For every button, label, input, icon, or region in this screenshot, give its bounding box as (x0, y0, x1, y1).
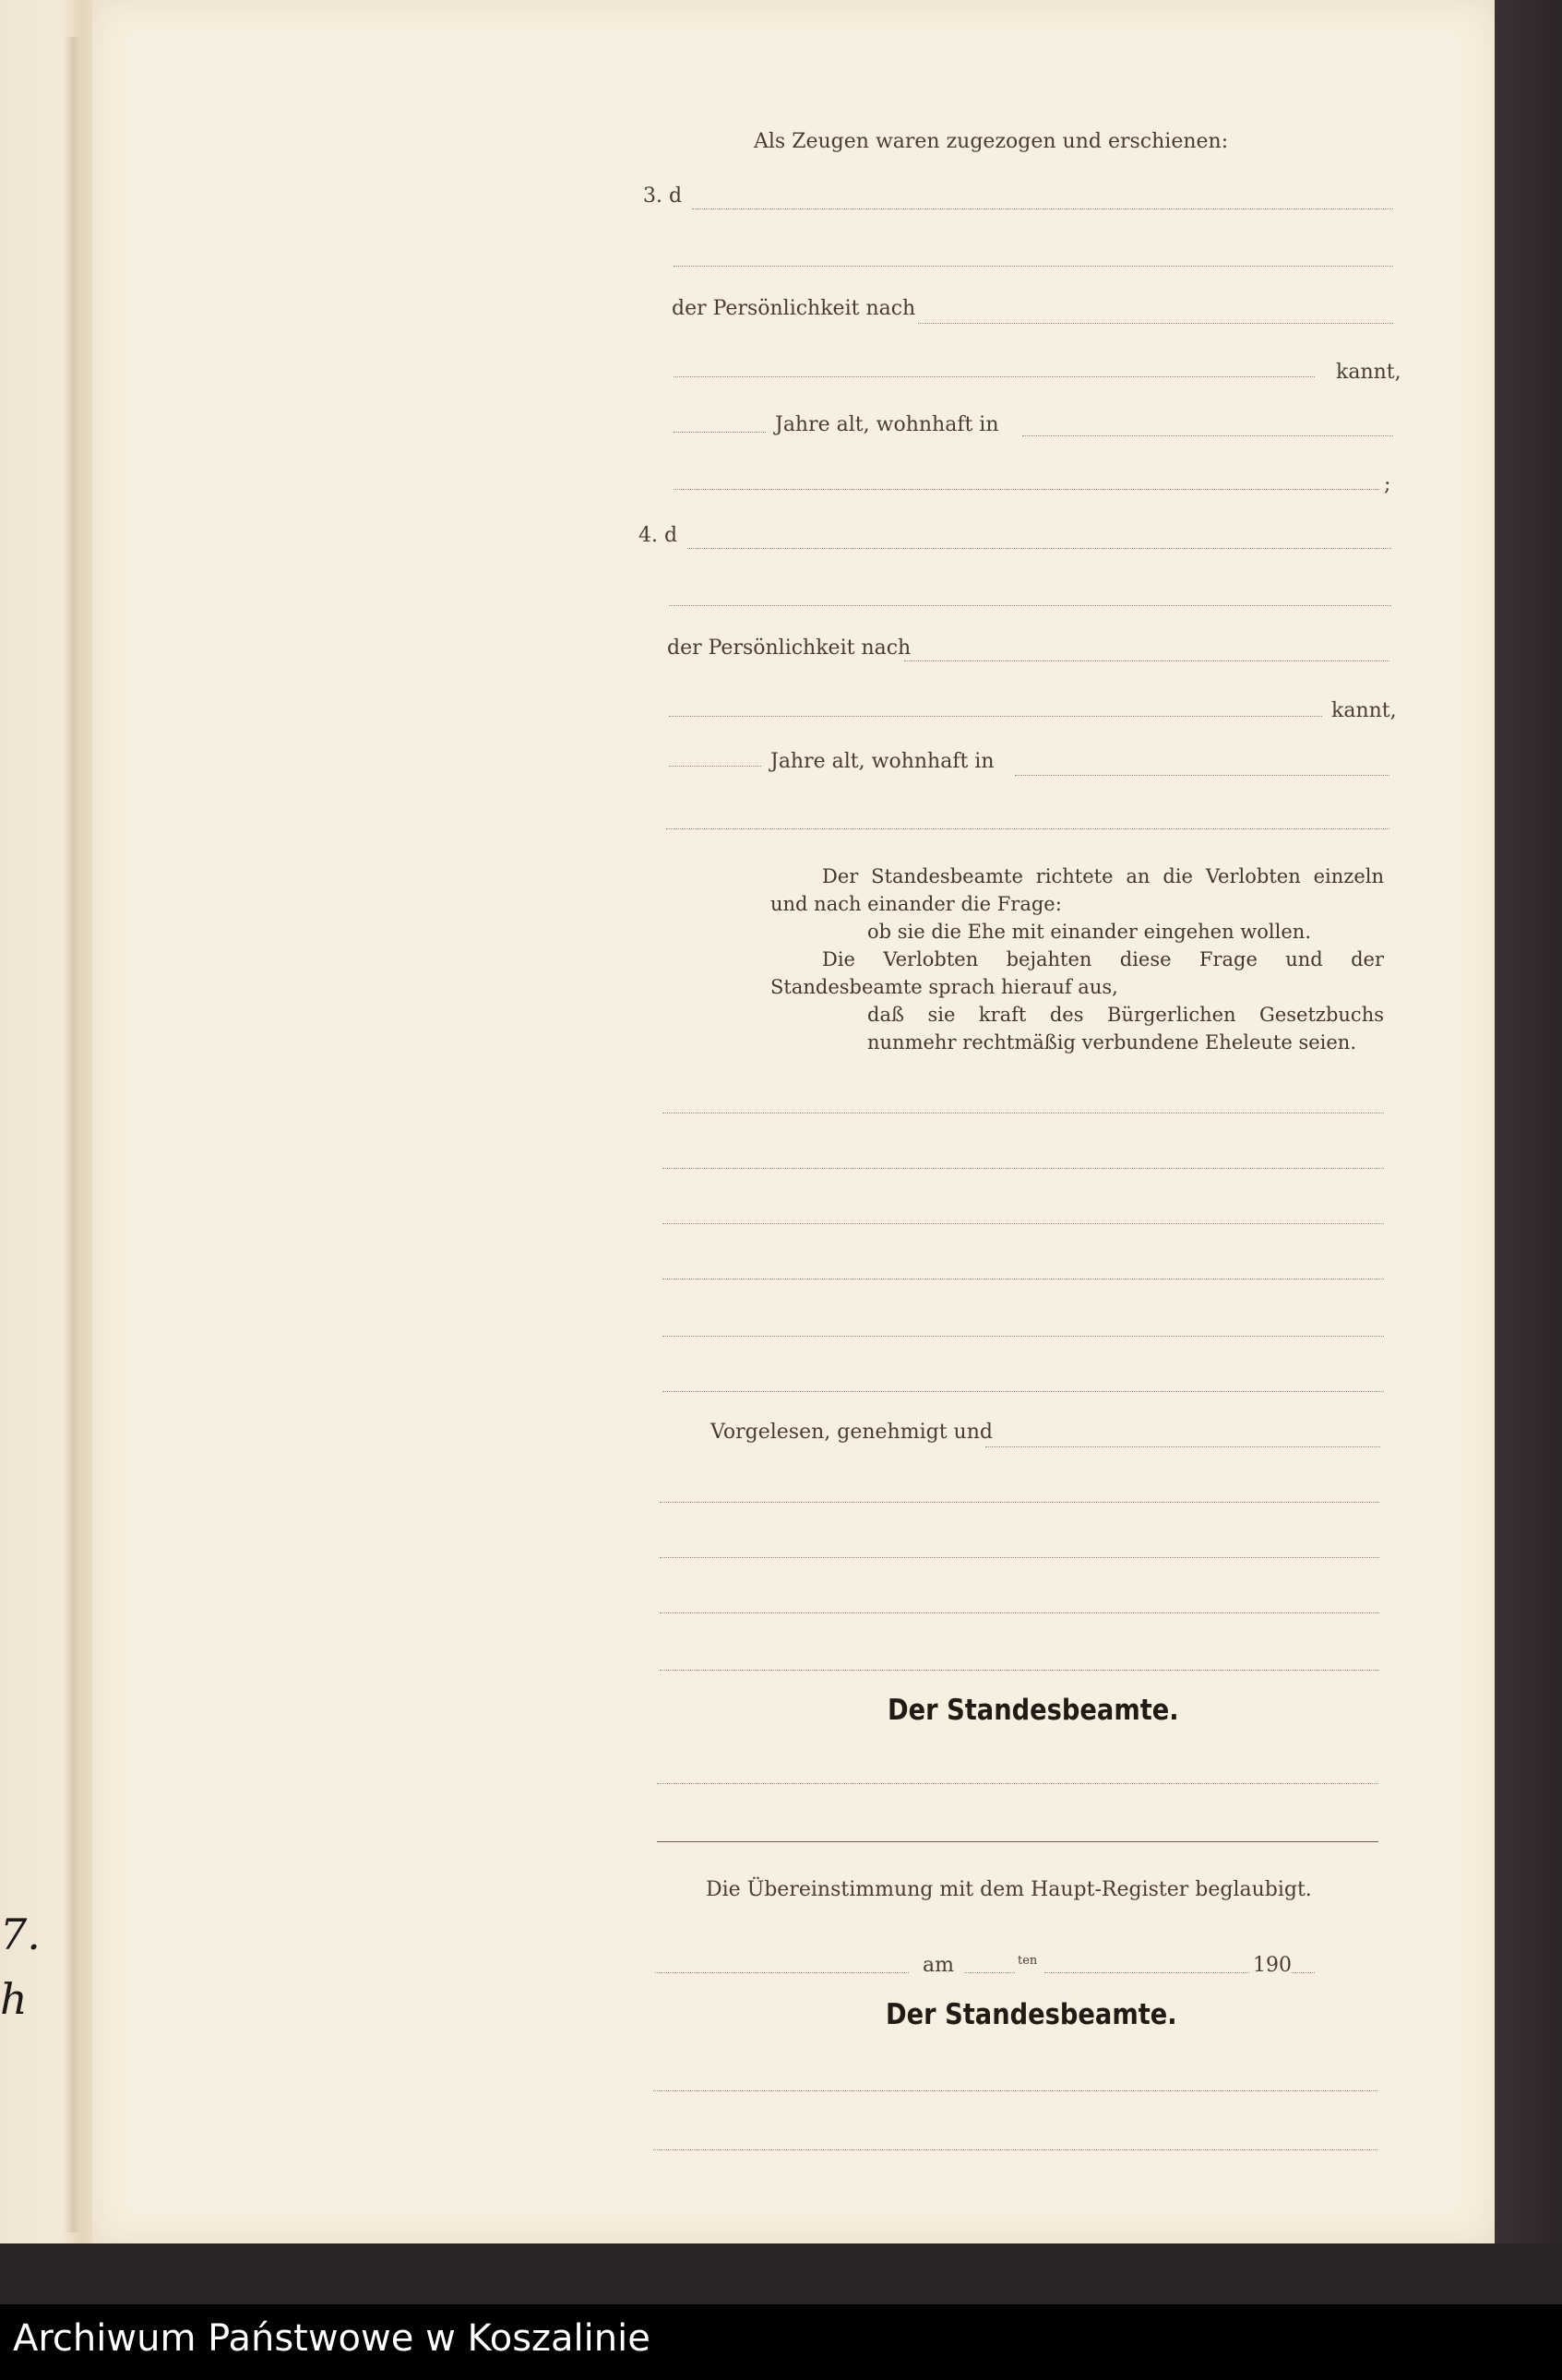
witness3-age-label: Jahre alt, wohnhaft in (775, 413, 999, 436)
witness3-identity-line (918, 323, 1393, 324)
witness3-residence-line-2 (674, 489, 1379, 490)
registrar-sign-line-2 (657, 1841, 1378, 1842)
witness4-age-label: Jahre alt, wohnhaft in (770, 750, 995, 773)
remarks-line-5 (662, 1336, 1384, 1337)
witness4-age-line (669, 766, 761, 767)
witness3-end-mark: ; (1384, 473, 1391, 496)
witness4-name-line-2 (669, 605, 1391, 606)
witness4-identity-label: der Persönlichkeit nach (667, 637, 912, 660)
ceremony-question: Der Standesbeamte richtete an die Verlobten einzeln und nach einander die Frage: (770, 865, 1384, 915)
witness3-identity-label: der Persönlichkeit nach (672, 297, 916, 320)
registrar2-sign-line-1 (653, 2090, 1377, 2091)
book-cover-bottom (0, 2243, 1562, 2265)
margin-handwriting-2: h (0, 1974, 28, 2024)
form-page (92, 0, 1495, 2243)
witness3-residence-line (1022, 435, 1393, 436)
signature-line-3 (660, 1612, 1379, 1613)
date-year-prefix: 190 (1253, 1954, 1292, 1977)
witness3-number: 3. d (643, 184, 683, 208)
witness3-known-line (674, 376, 1315, 377)
remarks-line-3 (662, 1223, 1384, 1224)
book-cover-edge (1495, 0, 1562, 2265)
witness3-name-line-2 (674, 266, 1393, 267)
witness4-known-suffix: kannt, (1331, 699, 1397, 722)
ceremony-answer: Die Verlobten bejahten diese Frage und der Standesbeamte sprach hierauf aus, (770, 948, 1384, 998)
registrar-title-1: Der Standesbeamte. (888, 1694, 1179, 1727)
witness-heading: Als Zeugen waren zugezogen und erschienen: (754, 130, 1229, 153)
read-approved-line (985, 1446, 1380, 1447)
ceremony-declaration: daß sie kraft des Bürgerlichen Gesetzbuchs nunmehr rechtmäßig verbundene Eheleute seien. (867, 1004, 1384, 1053)
witness4-known-line (669, 716, 1322, 717)
conformity-statement: Die Übereinstimmung mit dem Haupt-Register beglaubigt. (706, 1878, 1312, 1901)
date-year-line (1292, 1972, 1315, 1973)
signature-line-2 (660, 1557, 1379, 1558)
remarks-line-6 (662, 1391, 1384, 1392)
archive-name: Archiwum Państwowe w Koszalinie (13, 2317, 650, 2360)
ceremony-question-text: ob sie die Ehe mit einander eingehen wollen. (867, 921, 1311, 943)
registrar-sign-line-1 (657, 1783, 1378, 1784)
witness4-residence-line (1015, 775, 1389, 776)
signature-line-4 (660, 1670, 1379, 1671)
signature-line-1 (660, 1502, 1379, 1503)
witness4-name-line (687, 548, 1391, 549)
read-approved-label: Vorgelesen, genehmigt und (710, 1421, 993, 1444)
margin-handwriting-1: 7. (0, 1910, 41, 1959)
date-month-line (1044, 1972, 1249, 1973)
date-place-line (655, 1972, 909, 1973)
witness3-known-suffix: kannt, (1336, 361, 1401, 384)
witness4-identity-line (904, 660, 1389, 661)
witness4-residence-line-2 (666, 828, 1389, 829)
date-ten-suffix: ten (1018, 1954, 1038, 1968)
date-day-line (964, 1972, 1015, 1973)
registrar2-sign-line-2 (653, 2149, 1377, 2150)
date-am-label: am (923, 1954, 954, 1977)
remarks-line-2 (662, 1168, 1384, 1169)
witness3-name-line (692, 208, 1393, 209)
registrar-title-2: Der Standesbeamte. (886, 1998, 1177, 2031)
binding-fold (65, 37, 81, 2232)
witness3-age-line (674, 432, 766, 433)
witness4-number: 4. d (638, 524, 678, 547)
